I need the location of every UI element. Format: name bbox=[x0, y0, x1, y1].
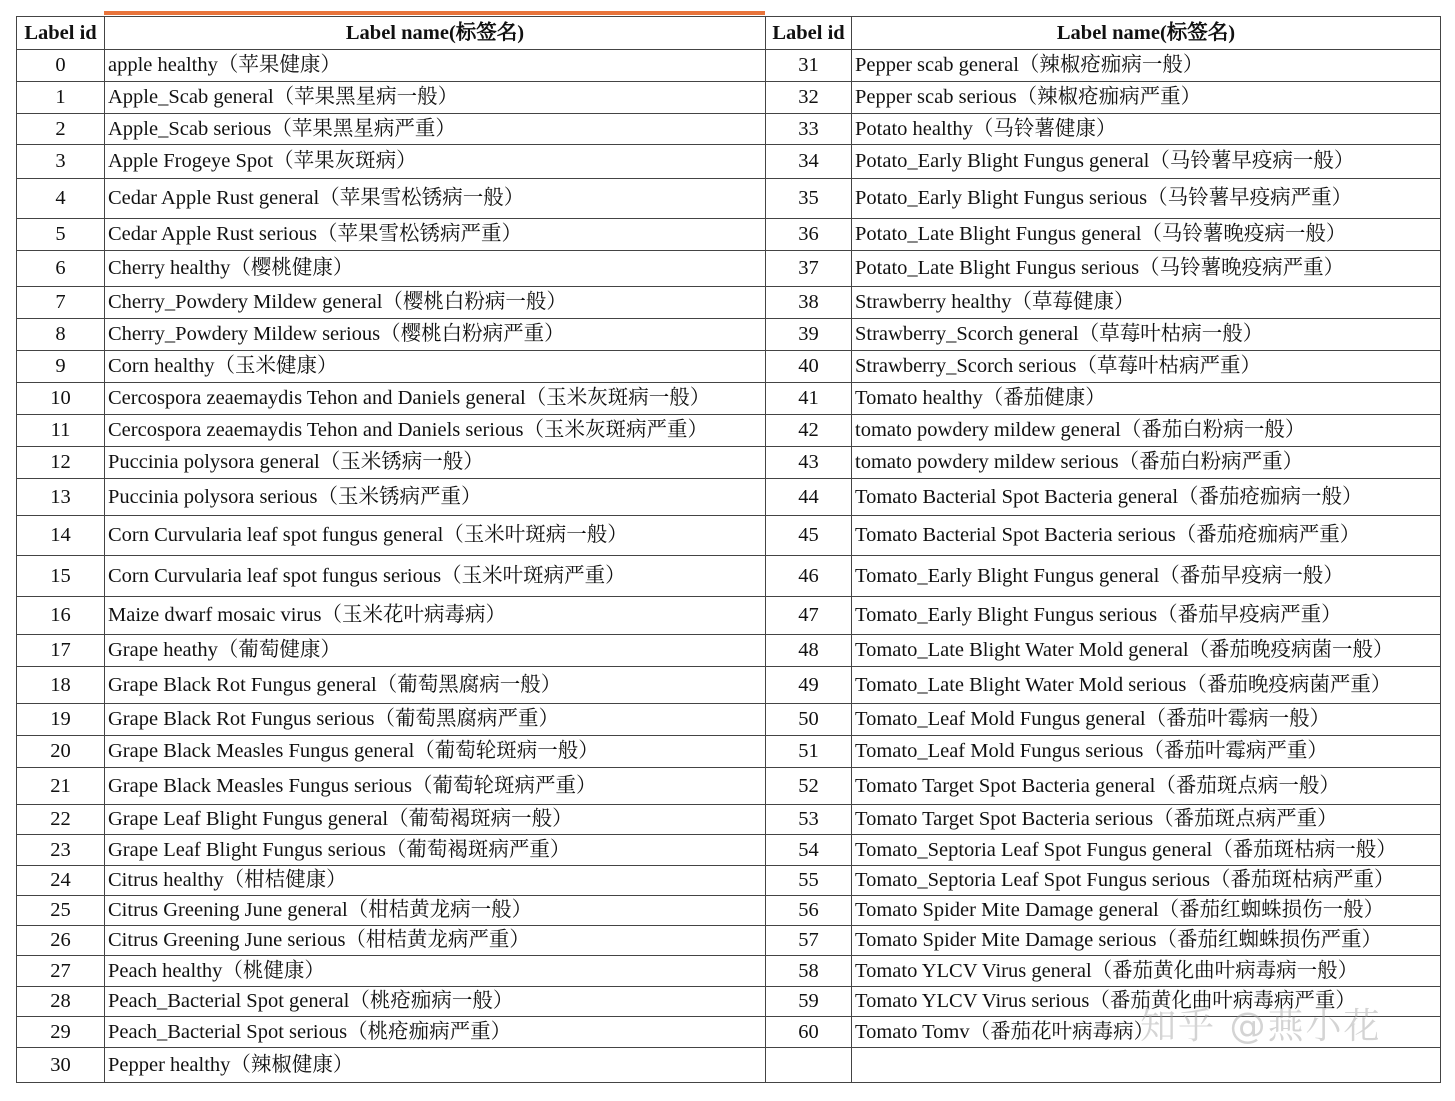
label-id-header: Label id bbox=[17, 17, 105, 50]
header-accent-bar bbox=[104, 11, 765, 15]
label-name-cell: Peach healthy（桃健康） bbox=[105, 956, 766, 987]
label-name-cell: Grape Black Rot Fungus serious（葡萄黑腐病严重） bbox=[105, 704, 766, 736]
label-id-cell: 54 bbox=[766, 835, 852, 866]
table-row bbox=[17, 179, 1441, 219]
label-id-cell: 24 bbox=[17, 866, 105, 896]
label-id-cell: 12 bbox=[17, 447, 105, 479]
table-row bbox=[17, 667, 1441, 704]
label-name-cell: Puccinia polysora serious（玉米锈病严重） bbox=[105, 479, 766, 516]
table-row bbox=[17, 1017, 1441, 1048]
label-id-cell: 42 bbox=[766, 415, 852, 447]
label-name-cell: Citrus Greening June serious（柑桔黄龙病严重） bbox=[105, 926, 766, 956]
table-row bbox=[17, 447, 1441, 479]
label-name-cell: Apple Frogeye Spot（苹果灰斑病） bbox=[105, 145, 766, 179]
label-name-cell: Cedar Apple Rust general（苹果雪松锈病一般） bbox=[105, 179, 766, 219]
label-id-cell: 48 bbox=[766, 635, 852, 667]
label-name-cell: Tomato_Late Blight Water Mold serious（番茄晚疫病菌严重） bbox=[852, 667, 1441, 704]
table-row bbox=[17, 635, 1441, 667]
label-name-cell bbox=[852, 1048, 1441, 1083]
label-id-cell: 51 bbox=[766, 736, 852, 768]
label-id-cell: 22 bbox=[17, 805, 105, 835]
label-id-header: Label id bbox=[766, 17, 852, 50]
label-id-cell: 60 bbox=[766, 1017, 852, 1048]
table-row bbox=[17, 805, 1441, 835]
table-row bbox=[17, 926, 1441, 956]
label-id-cell: 15 bbox=[17, 556, 105, 597]
label-id-cell: 0 bbox=[17, 50, 105, 82]
label-name-cell: Strawberry_Scorch general（草莓叶枯病一般） bbox=[852, 319, 1441, 351]
label-name-header: Label name(标签名) bbox=[852, 17, 1441, 50]
table-row bbox=[17, 383, 1441, 415]
label-name-cell: Tomato Bacterial Spot Bacteria general（番茄疮痂病一般） bbox=[852, 479, 1441, 516]
label-id-cell: 14 bbox=[17, 516, 105, 556]
label-id-cell: 41 bbox=[766, 383, 852, 415]
label-id-cell: 16 bbox=[17, 597, 105, 635]
label-id-cell bbox=[766, 1048, 852, 1083]
label-id-cell: 58 bbox=[766, 956, 852, 987]
label-id-cell: 9 bbox=[17, 351, 105, 383]
label-id-cell: 59 bbox=[766, 987, 852, 1017]
label-name-cell: Cherry healthy（樱桃健康） bbox=[105, 251, 766, 287]
label-id-cell: 7 bbox=[17, 287, 105, 319]
label-id-cell: 23 bbox=[17, 835, 105, 866]
table-row bbox=[17, 736, 1441, 768]
label-name-cell: Cercospora zeaemaydis Tehon and Daniels general（玉米灰斑病一般） bbox=[105, 383, 766, 415]
label-id-cell: 37 bbox=[766, 251, 852, 287]
label-id-cell: 46 bbox=[766, 556, 852, 597]
table-row bbox=[17, 768, 1441, 805]
label-id-cell: 8 bbox=[17, 319, 105, 351]
label-name-header: Label name(标签名) bbox=[105, 17, 766, 50]
table-row bbox=[17, 1048, 1441, 1083]
label-name-cell: Tomato YLCV Virus general（番茄黄化曲叶病毒病一般） bbox=[852, 956, 1441, 987]
label-name-cell: Cherry_Powdery Mildew general（樱桃白粉病一般） bbox=[105, 287, 766, 319]
table-row bbox=[17, 287, 1441, 319]
watermark: 知乎 @燕小花 bbox=[1140, 1006, 1382, 1047]
label-id-cell: 27 bbox=[17, 956, 105, 987]
label-name-cell: Corn Curvularia leaf spot fungus serious（玉米叶斑病严重） bbox=[105, 556, 766, 597]
label-id-cell: 20 bbox=[17, 736, 105, 768]
label-id-cell: 2 bbox=[17, 114, 105, 145]
label-name-cell: Tomato_Early Blight Fungus serious（番茄早疫病严重） bbox=[852, 597, 1441, 635]
label-name-cell: Strawberry_Scorch serious（草莓叶枯病严重） bbox=[852, 351, 1441, 383]
label-name-cell: Grape Leaf Blight Fungus general（葡萄褐斑病一般） bbox=[105, 805, 766, 835]
label-id-cell: 53 bbox=[766, 805, 852, 835]
label-name-cell: Potato_Late Blight Fungus general（马铃薯晚疫病一般） bbox=[852, 219, 1441, 251]
label-name-cell: Cherry_Powdery Mildew serious（樱桃白粉病严重） bbox=[105, 319, 766, 351]
table-row bbox=[17, 251, 1441, 287]
label-table bbox=[16, 16, 1441, 1083]
label-name-cell: Cedar Apple Rust serious（苹果雪松锈病严重） bbox=[105, 219, 766, 251]
header-row bbox=[17, 17, 1441, 50]
label-id-cell: 13 bbox=[17, 479, 105, 516]
label-name-cell: Corn healthy（玉米健康） bbox=[105, 351, 766, 383]
label-id-cell: 31 bbox=[766, 50, 852, 82]
table-row bbox=[17, 479, 1441, 516]
label-name-cell: Peach_Bacterial Spot serious（桃疮痂病严重） bbox=[105, 1017, 766, 1048]
label-id-cell: 40 bbox=[766, 351, 852, 383]
label-name-cell: apple healthy（苹果健康） bbox=[105, 50, 766, 82]
table-row bbox=[17, 516, 1441, 556]
label-id-cell: 33 bbox=[766, 114, 852, 145]
label-name-cell: Tomato_Leaf Mold Fungus general（番茄叶霉病一般） bbox=[852, 704, 1441, 736]
label-name-cell: Grape Leaf Blight Fungus serious（葡萄褐斑病严重） bbox=[105, 835, 766, 866]
label-id-cell: 5 bbox=[17, 219, 105, 251]
label-id-cell: 43 bbox=[766, 447, 852, 479]
label-id-cell: 55 bbox=[766, 866, 852, 896]
label-name-cell: Potato_Early Blight Fungus general（马铃薯早疫病一般） bbox=[852, 145, 1441, 179]
table-row bbox=[17, 987, 1441, 1017]
table-row bbox=[17, 415, 1441, 447]
label-id-cell: 28 bbox=[17, 987, 105, 1017]
table-row bbox=[17, 597, 1441, 635]
label-id-cell: 52 bbox=[766, 768, 852, 805]
label-id-cell: 45 bbox=[766, 516, 852, 556]
label-id-cell: 17 bbox=[17, 635, 105, 667]
label-id-cell: 11 bbox=[17, 415, 105, 447]
label-name-cell: Pepper scab serious（辣椒疮痂病严重） bbox=[852, 82, 1441, 114]
label-name-cell: Maize dwarf mosaic virus（玉米花叶病毒病） bbox=[105, 597, 766, 635]
label-name-cell: Pepper scab general（辣椒疮痂病一般） bbox=[852, 50, 1441, 82]
label-name-cell: Citrus Greening June general（柑桔黄龙病一般） bbox=[105, 896, 766, 926]
label-id-cell: 38 bbox=[766, 287, 852, 319]
label-id-cell: 50 bbox=[766, 704, 852, 736]
table-row bbox=[17, 351, 1441, 383]
table-row bbox=[17, 219, 1441, 251]
label-id-cell: 25 bbox=[17, 896, 105, 926]
label-id-cell: 10 bbox=[17, 383, 105, 415]
label-name-cell: Tomato YLCV Virus serious（番茄黄化曲叶病毒病严重） bbox=[852, 987, 1441, 1017]
label-name-cell: Cercospora zeaemaydis Tehon and Daniels serious（玉米灰斑病严重） bbox=[105, 415, 766, 447]
table-row bbox=[17, 556, 1441, 597]
label-name-cell: Strawberry healthy（草莓健康） bbox=[852, 287, 1441, 319]
label-id-cell: 32 bbox=[766, 82, 852, 114]
label-id-cell: 56 bbox=[766, 896, 852, 926]
label-name-cell: Potato healthy（马铃薯健康） bbox=[852, 114, 1441, 145]
table-row bbox=[17, 704, 1441, 736]
label-name-cell: Citrus healthy（柑桔健康） bbox=[105, 866, 766, 896]
label-id-cell: 49 bbox=[766, 667, 852, 704]
label-name-cell: Grape heathy（葡萄健康） bbox=[105, 635, 766, 667]
label-name-cell: tomato powdery mildew serious（番茄白粉病严重） bbox=[852, 447, 1441, 479]
label-name-cell: Tomato_Late Blight Water Mold general（番茄晚疫病菌一般） bbox=[852, 635, 1441, 667]
label-name-cell: Peach_Bacterial Spot general（桃疮痂病一般） bbox=[105, 987, 766, 1017]
label-name-cell: Grape Black Rot Fungus general（葡萄黑腐病一般） bbox=[105, 667, 766, 704]
table-row bbox=[17, 145, 1441, 179]
label-name-cell: tomato powdery mildew general（番茄白粉病一般） bbox=[852, 415, 1441, 447]
label-id-cell: 26 bbox=[17, 926, 105, 956]
table-row bbox=[17, 50, 1441, 82]
label-id-cell: 57 bbox=[766, 926, 852, 956]
label-name-cell: Pepper healthy（辣椒健康） bbox=[105, 1048, 766, 1083]
label-name-cell: Tomato Tomv（番茄花叶病毒病） bbox=[852, 1017, 1441, 1048]
label-name-cell: Grape Black Measles Fungus serious（葡萄轮斑病严重） bbox=[105, 768, 766, 805]
label-name-cell: Apple_Scab general（苹果黑星病一般） bbox=[105, 82, 766, 114]
label-id-cell: 35 bbox=[766, 179, 852, 219]
label-name-cell: Tomato Spider Mite Damage general（番茄红蜘蛛损伤一般） bbox=[852, 896, 1441, 926]
label-name-cell: Corn Curvularia leaf spot fungus general（玉米叶斑病一般） bbox=[105, 516, 766, 556]
label-id-cell: 29 bbox=[17, 1017, 105, 1048]
label-id-cell: 1 bbox=[17, 82, 105, 114]
label-id-cell: 39 bbox=[766, 319, 852, 351]
table-row bbox=[17, 835, 1441, 866]
label-name-cell: Tomato Bacterial Spot Bacteria serious（番茄疮痂病严重） bbox=[852, 516, 1441, 556]
label-id-cell: 21 bbox=[17, 768, 105, 805]
table-row bbox=[17, 866, 1441, 896]
label-name-cell: Tomato_Early Blight Fungus general（番茄早疫病一般） bbox=[852, 556, 1441, 597]
label-name-cell: Tomato_Leaf Mold Fungus serious（番茄叶霉病严重） bbox=[852, 736, 1441, 768]
table-row bbox=[17, 896, 1441, 926]
label-id-cell: 4 bbox=[17, 179, 105, 219]
label-id-cell: 30 bbox=[17, 1048, 105, 1083]
label-name-cell: Tomato Target Spot Bacteria serious（番茄斑点病严重） bbox=[852, 805, 1441, 835]
label-id-cell: 6 bbox=[17, 251, 105, 287]
table-row bbox=[17, 956, 1441, 987]
label-id-cell: 18 bbox=[17, 667, 105, 704]
table-row bbox=[17, 82, 1441, 114]
label-name-cell: Tomato Spider Mite Damage serious（番茄红蜘蛛损伤严重） bbox=[852, 926, 1441, 956]
label-name-cell: Potato_Early Blight Fungus serious（马铃薯早疫病严重） bbox=[852, 179, 1441, 219]
label-id-cell: 34 bbox=[766, 145, 852, 179]
label-name-cell: Puccinia polysora general（玉米锈病一般） bbox=[105, 447, 766, 479]
label-name-cell: Tomato Target Spot Bacteria general（番茄斑点病一般） bbox=[852, 768, 1441, 805]
label-name-cell: Tomato healthy（番茄健康） bbox=[852, 383, 1441, 415]
label-name-cell: Apple_Scab serious（苹果黑星病严重） bbox=[105, 114, 766, 145]
label-name-cell: Tomato_Septoria Leaf Spot Fungus general（番茄斑枯病一般） bbox=[852, 835, 1441, 866]
label-id-cell: 47 bbox=[766, 597, 852, 635]
label-name-cell: Potato_Late Blight Fungus serious（马铃薯晚疫病严重） bbox=[852, 251, 1441, 287]
table-row bbox=[17, 114, 1441, 145]
label-name-cell: Tomato_Septoria Leaf Spot Fungus serious（番茄斑枯病严重） bbox=[852, 866, 1441, 896]
table-row bbox=[17, 319, 1441, 351]
label-id-cell: 19 bbox=[17, 704, 105, 736]
label-id-cell: 3 bbox=[17, 145, 105, 179]
label-id-cell: 44 bbox=[766, 479, 852, 516]
label-name-cell: Grape Black Measles Fungus general（葡萄轮斑病一般） bbox=[105, 736, 766, 768]
label-id-cell: 36 bbox=[766, 219, 852, 251]
